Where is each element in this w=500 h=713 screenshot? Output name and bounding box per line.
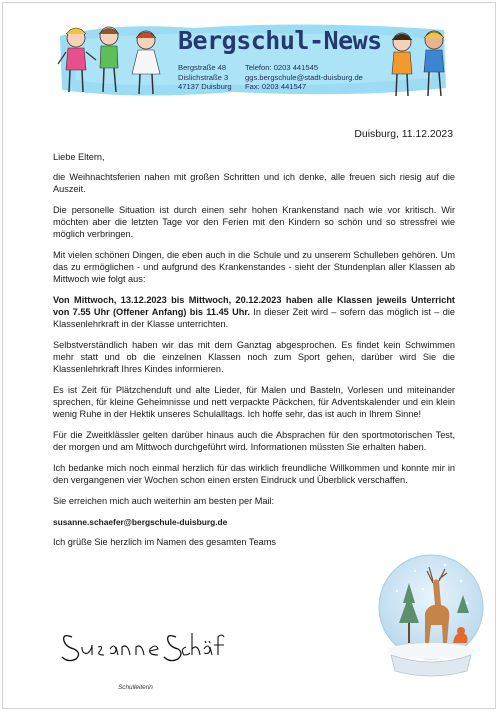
handwritten-signature <box>58 627 228 667</box>
closing: Ich grüße Sie herzlich im Namen des gesamten Teams <box>53 537 276 547</box>
schedule-paragraph: Von Mittwoch, 13.12.2023 bis Mittwoch, 20.12.2023 haben alle Klassen jeweils Unterricht von 7.55 Uhr (Offener Anfang) bis 11.45 Uhr. In dieser Zeit wird – sofern das möglich ist – die Klassenlehrkraft in der Klasse unterrichten. <box>53 295 455 329</box>
newsletter-title: Bergschul-News <box>178 26 382 55</box>
paragraph: Es ist Zeit für Plätzchenduft und alte Lieder, für Malen und Basteln, Vorlesen und miteinander sprechen, für kleine Geheimnisse und nett verpackte Päckchen, für Adventskalender und ein klein wenig Ruhe in der Hektik unseres Schulalltags. Ich hoffe sehr, das ist auch in Ihrem Sinne! <box>53 385 455 419</box>
salutation: Liebe Eltern, <box>53 152 105 162</box>
letter-body <box>53 151 455 557</box>
school-address: Bergstraße 48 Dislichstraße 3 47137 Duisburg <box>178 63 232 92</box>
signatory-role: Schulleiterin <box>118 684 153 691</box>
paragraph: Für die Zweitklässler gelten darüber hinaus auch die Absprachen für den sportmotorischen Test, der morgen und am Mittwoch durchgeführt wird. Informationen müssten Sie erhalten haben. <box>53 430 455 452</box>
school-email-link[interactable]: ggs.bergschule@stadt-duisburg.de <box>245 72 363 82</box>
children-illustration-left <box>54 20 174 102</box>
children-illustration-right <box>380 20 458 102</box>
schedule-announcement: Von Mittwoch, 13.12.2023 bis Mittwoch, 20.12.2023 haben alle Klassen jeweils Unterricht von 7.55 Uhr (Offener Anfang) bis 11.45 Uhr. <box>53 295 455 317</box>
paragraph: Die personelle Situation ist durch einen sehr hohen Krankenstand nach wie vor kritisch. Wir möchten aber die letzten Tage vor den Ferien mit den Kindern so schön und so stressfrei wie möglich verbringen. <box>53 205 455 239</box>
paragraph: Mit vielen schönen Dingen, die eben auch in die Schule und zu unserem Schulleben gehören. Um das zu ermöglichen - und aufgrund des Krankenstandes - sieht der Stundenplan aller Klassen ab Mittwoch wie folgt aus: <box>53 250 455 284</box>
school-contact: Telefon: 0203 441545 ggs.bergschule@stadt-duisburg.de Fax: 0203 441547 <box>245 63 363 92</box>
paragraph: Sie erreichen mich auch weiterhin am besten per Mail: <box>53 496 275 506</box>
paragraph: Ich bedanke mich noch einmal herzlich für das wirklich freundliche Willkommen und konnte mir in den vergangenen vier Wochen schon einen ersten Eindruck und Überblick verschaffen. <box>53 463 455 485</box>
snow-globe-deer-illustration <box>375 543 487 683</box>
place-date: Duisburg, 11.12.2023 <box>354 129 453 140</box>
paragraph: die Weihnachtsferien nahen mit großen Schritten und ich denke, alle freuen sich riesig auf die Auszeit. <box>53 172 455 194</box>
contact-email-link[interactable]: susanne.schaefer@bergschule-duisburg.de <box>53 517 228 527</box>
paragraph: Selbstverständlich haben wir das mit dem Ganztag abgesprochen. Es findet kein Schwimmen mehr statt und ob die einzelnen Klassen noch zum Sport gehen, darüber wird Sie die Klassenlehrkraft Ihres Kindes informieren. <box>53 340 455 374</box>
